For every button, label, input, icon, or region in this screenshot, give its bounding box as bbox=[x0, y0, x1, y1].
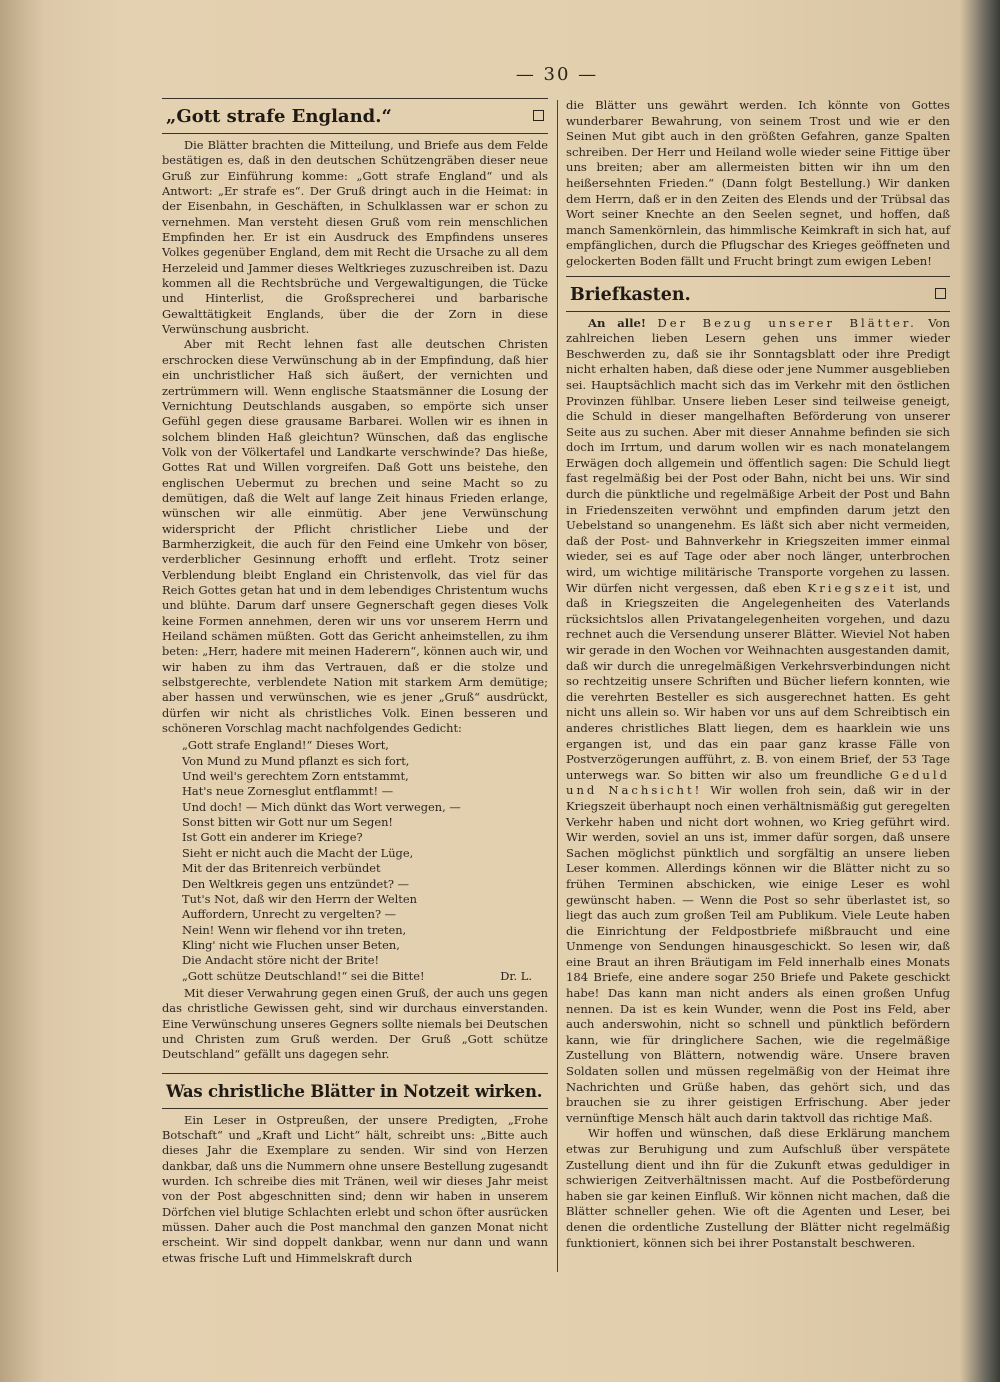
text-run: Wir wollen froh sein, daß wir in der Kriegszeit überhaupt noch einen verhältnismäßig gut geregelten Verkehr haben und nicht dort wohnen, wo Krieg geführt wird. Wir werden, soviel an uns ist, immer dafür sorgen, daß unsere Sachen möglichst pünktlich und sorgfältig an unsere lieben Leser kommen. Allerdings können wir die Blätter nicht zu so frühen Terminen abschicken, wie einige Leser es wohl gewünscht haben. — Wenn die Post so sehr überlastet ist, so liegt das auch zum großen Teil am Publikum. Viele Leute haben die Einrichtung der Feldpostbriefe mißbraucht und eine Unmenge von Sendungen hinausgeschickt. So lesen wir, daß eine Braut an ihren Bräutigam im Feld innerhalb eines Monats 184 Briefe, eine andere sogar 250 Briefe und Pakete geschickt habe! Das kann man nicht anders als einen großen Unfug nennen. Da ist es kein Wunder, wenn die Post ins Feld, aber auch anderswohin, nicht so schnell und pünktlich befördern kann, wie für dringlichere Sachen, wie die regelmäßige Zustellung von Blättern, notwendig wäre. Unsere braven Soldaten sollen und müssen regelmäßig von der Heimat ihre Nachrichten und Grüße haben, das gehört sich, und das brauchen sie zu ihrer geistigen Erfrischung. Aber jeder vernünftige Mensch hält auch darin taktvoll das richtige Maß. bbox=[566, 783, 950, 1125]
poem-line: Hat's neue Zornesglut entflammt! — bbox=[182, 784, 394, 799]
spaced-word: Kriegszeit bbox=[807, 580, 898, 595]
page-number: — 30 — bbox=[515, 64, 599, 85]
text-run: Von zahlreichen lieben Lesern gehen uns immer wieder Beschwerden zu, daß sie ihr Sonntagsblatt oder ihre Predigt nicht erhalten haben, daß diese oder jene Nummer ausgeblieben sei. Hauptsächlich macht sich das im Verkehr mit den östlichen Provinzen fühlbar. Unsere lieben Leser sind teilweise geneigt, die Schuld in dieser mangelhaften Beförderung von unserer Seite aus zu suchen. Aber mit dieser Annahme befinden sie sich doch im Irrtum, und darum wollen wir es nach monatelangem Erwägen doch allgemein und öffentlich sagen: Die Schuld liegt fast regelmäßig bei der Post oder Bahn, nicht bei uns. Wir sind durch die pünktliche und regelmäßige Arbeit der Post und Bahn in Friedenszeiten verwöhnt und empfinden darum jetzt den Uebelstand so unangenehm. Es läßt sich aber nicht vermeiden, daß der Post- und Bahnverkehr in Kriegszeiten immer einmal wieder, sei es auf Tage oder aber noch länger, unterbrochen wird, um wichtige militärische Transporte vorgehen zu lassen. Wir dürfen nicht vergessen, daß eben bbox=[566, 315, 950, 595]
article-title: „Gott strafe England.“ bbox=[166, 106, 392, 127]
article-heading bbox=[162, 98, 548, 134]
poem-line: Nein! Wenn wir flehend vor ihn treten, bbox=[182, 922, 407, 937]
article-paragraph: Mit dieser Verwahrung gegen einen Gruß, der auch uns gegen das christliche Gewissen geht, sind wir durchaus einverstanden. Eine Verwünschung unseres Gegners sollte niemals bei Deutschen und Christen zum Gruß werden. Der Gruß „Gott schütze Deutschland“ gefällt uns dagegen sehr. bbox=[162, 985, 548, 1062]
square-ornament-icon bbox=[533, 110, 544, 121]
article-paragraph: Die Blätter brachten die Mitteilung, und Briefe aus dem Felde bestätigen es, daß in den deutschen Schützengräben dieser neue Gruß zur Einführung komme: „Gott strafe England“ und als Antwort: „Er strafe es“. Der Gruß dringt auch in die Heimat: in der Eisenbahn, in Geschäften, in Schulklassen war er schon zu vernehmen. Man versteht diesen Gruß vom rein menschlichen Empfinden her. Er ist ein Ausdruck des Empfindens unseres Volkes gegenüber England, dem mit Recht die Ursache zu all dem Herzeleid und Jammer dieses Weltkrieges zuzuschreiben ist. Dazu kommen all die Rechtsbrüche und Vergewaltigungen, die Tücke und Hinterlist, die Großsprecherei und barbarische Gewalttätigkeit Englands, über die der Zorn in diese Verwünschung ausbricht. bbox=[162, 138, 548, 337]
page-spine bbox=[0, 0, 42, 1382]
left-column bbox=[162, 98, 548, 1266]
poem-line: Die Andacht störe nicht der Brite! bbox=[182, 953, 380, 968]
poem-line: Sieht er nicht auch die Macht der Lüge, bbox=[182, 845, 414, 860]
right-column bbox=[566, 98, 950, 1251]
poem-line: Und doch! — Mich dünkt das Wort verwegen, — bbox=[182, 799, 461, 814]
article-heading bbox=[162, 1073, 548, 1109]
poem-last-line bbox=[182, 969, 532, 984]
article-paragraph: die Blätter uns gewährt werden. Ich könnte von Gottes wunderbarer Bewahrung, von seinem Trost und wie er den Seinen Mut gibt auch in den größten Gefahren, ganze Spalten schreiben. Der Herr und Heiland wolle wieder seine Fittige über uns breiten; aber am allermeisten bitten wir ihn um den heißersehnten Frieden.“ (Dann folgt Bestellung.) Wir danken dem Herrn, daß er in den Zeiten des Elends und der Trübsal das Wort seiner Knechte an den Seelen segnet, und hoffen, daß manch Samenkörnlein, das himmlische Keimkraft in sich hat, auf empfänglichen, durch die Pflugschar des Krieges geöffneten und gelockerten Boden fällt und Frucht bringt zum ewigen Leben! bbox=[566, 98, 950, 268]
poem-line: Den Weltkreis gegen uns entzündet? — bbox=[182, 876, 409, 891]
article-title: Was christliche Blätter in Notzeit wirken. bbox=[166, 1081, 543, 1101]
poem-line: Ist Gott ein anderer im Kriege? bbox=[182, 830, 363, 845]
poem-author: Dr. L. bbox=[500, 968, 532, 983]
poem-line: Auffordern, Unrecht zu vergelten? — bbox=[182, 907, 397, 922]
article-title: Briefkasten. bbox=[570, 284, 691, 305]
poem-line: Sonst bitten wir Gott nur um Segen! bbox=[182, 815, 394, 830]
article-paragraph: Ein Leser in Ostpreußen, der unsere Predigten, „Frohe Botschaft“ und „Kraft und Licht“ hält, schreibt uns: „Bitte auch dieses Jahr die Exemplare zu senden. Wir sind von Herzen dankbar, daß uns die Nummern ohne unsere Bestellung zugesandt wurden. Ich schreibe dies mit Tränen, weil wir dieses Jahr meist von der Post abgeschnitten sind; denn wir haben in unserem Dörfchen viel blutige Schlachten erlebt und schon öfter ausrücken müssen. Daher auch die Post manchmal den ganzen Monat nicht erscheint. Wir sind doppelt dankbar, wenn nur dann und wann etwas frische Luft und Himmelskraft durch bbox=[162, 1112, 548, 1265]
article-heading bbox=[566, 276, 950, 312]
article-paragraph: Wir hoffen und wünschen, daß diese Erklärung manchem etwas zur Beruhigung und zum Aufschluß über verspätete Zustellung dient und ihn für die Zukunft etwas geduldiger in schwierigen Zeitverhältnissen macht. Auf die Postbeförderung haben sie gar keinen Einfluß. Wir können nicht machen, daß die Blätter schneller gehen. Wie oft die Agenten und Leser, bei denen die ordentliche Zustellung der Blätter nicht regelmäßig funktioniert, können sich bei ihrer Postanstalt beschweren. bbox=[566, 1126, 950, 1250]
column-divider bbox=[557, 100, 558, 1272]
square-ornament-icon bbox=[935, 288, 946, 299]
lead-subject: Der Bezug unserer Blätter. bbox=[657, 315, 917, 330]
poem-line: „Gott schütze Deutschland!“ sei die Bitte! bbox=[182, 968, 425, 983]
text-run: ist, und daß in Kriegszeiten die Angelegenheiten des Vaterlands rücksichtslos allen Privatangelegenheiten vorgehen, und dazu rechnet auch die Versendung unserer Blätter. Wieviel Not haben wir gerade in den Wochen vor Weihnachten ausgestanden damit, daß wir durch die unregelmäßigen Verkehrsverbindungen nicht so rechtzeitig unsere Schriften und Bücher liefern konnten, wie die verehrten Besteller es sich ausgerechnet hatten. Es geht nicht uns allein so. Wir haben vor uns auf dem Schreibtisch ein anderes christliches Blatt liegen, dem es haarklein wie uns ergangen ist, und das ein paar ganz krasse Fälle von Postverzögerungen aufführt, z. B. von einem Brief, der 53 Tage unterwegs war. So bitten wir also um freundliche bbox=[566, 580, 950, 782]
poem-line: Mit der das Britenreich verbündet bbox=[182, 861, 381, 876]
poem-line: Von Mund zu Mund pflanzt es sich fort, bbox=[182, 753, 410, 768]
poem-line: Und weil's gerechtem Zorn entstammt, bbox=[182, 769, 409, 784]
poem bbox=[182, 738, 548, 984]
article-paragraph bbox=[566, 316, 950, 1127]
lead-label: An alle! bbox=[588, 315, 646, 330]
poem-line: „Gott strafe England!“ Dieses Wort, bbox=[182, 738, 389, 753]
spaced-word: Geduld und Nachsicht! bbox=[566, 767, 950, 798]
poem-line: Kling' nicht wie Fluchen unser Beten, bbox=[182, 937, 400, 952]
poem-line: Tut's Not, daß wir den Herrn der Welten bbox=[182, 891, 417, 906]
article-paragraph: Aber mit Recht lehnen fast alle deutschen Christen erschrocken diese Verwünschung ab in der Empfindung, daß hier ein unchristlicher Haß sich äußert, der vernichten und zertrümmern will. Wenn englische Staatsmänner die Losung der Vernichtung Deutschlands ausgaben, so empörte sich unser Gefühl gegen diese grausame Barbarei. Wollen wir es ihnen in solchem blinden Haß gleichtun? Wünschen, daß das englische Volk von der Völkertafel und Landkarte verschwinde? Das hieße, Gottes Rat und Willen vorgreifen. Daß Gott uns beistehe, den englischen Uebermut zu brechen und seine Macht so zu demütigen, daß die Welt auf lange Zeit hinaus Frieden erlange, wünschen wir alle einmütig. Aber jene Verwünschung widerspricht der Pflicht christlicher Liebe und der Barmherzigkeit, die auch für den Feind eine Umkehr von böser, verderblicher Gesinnung erhofft und erfleht. Trotz seiner Verblendung bleibt England ein Christenvolk, das viel für das Reich Gottes getan hat und in dem lebendiges Christentum wuchs und blühte. Darum darf unsere Gegnerschaft gegen dieses Volk keine Formen annehmen, deren wir uns vor unserem Herrn und Heiland schämen müßten. Gott das Gericht anheimstellen, zu ihm beten: „Herr, hadere mit meinen Haderern“, können auch wir, und wir haben zu ihm das Vertrauen, daß er die stolze und selbstgerechte, verblendete Nation mit starkem Arm demütige; aber hassen und verwünschen, wie es jener „Gruß“ ausdrückt, dürfen wir nicht als christliches Volk. Einen besseren und schöneren Vorschlag macht nachfolgendes Gedicht: bbox=[162, 337, 548, 736]
